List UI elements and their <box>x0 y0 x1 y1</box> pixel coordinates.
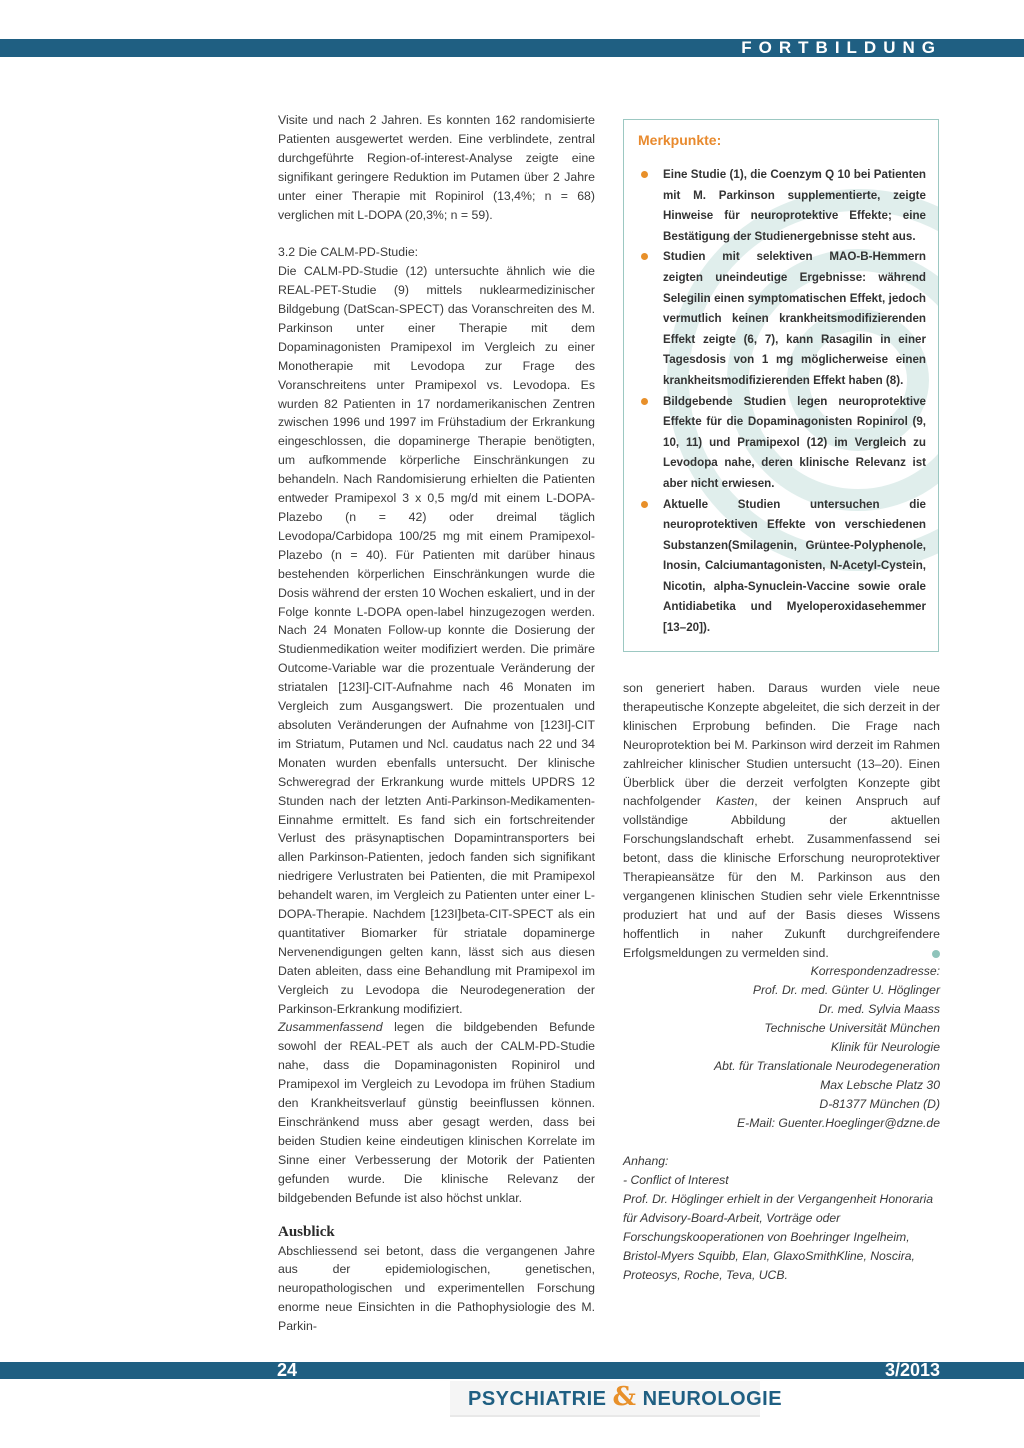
contact-line: Klinik für Neurologie <box>830 1040 940 1054</box>
box-title: Merkpunkte: <box>638 132 722 148</box>
contact-line: Prof. Dr. med. Günter U. Höglinger <box>752 983 940 997</box>
list-item: Eine Studie (1), die Coenzym Q 10 bei Patienten mit M. Parkinson supplementierte, zeigte Hinweise für neuroprotektive Effekte; eine Bestätigung der Studienergebnisse steht aus. <box>638 165 926 247</box>
list-item: Aktuelle Studien untersuchen die neuroprotektiven Effekte von verschiedenen Substanzen(Smilagenin, Grüntee-Polyphenole, Inosin, Calciumantagonisten, N-Acetyl-Cystein, Nicotin, alpha-Synuclein-Vaccine sowie orale Antidiabetika und Myeloperoxidasehemmer [13–20]). <box>638 495 926 639</box>
section-label: FORTBILDUNG <box>741 38 942 57</box>
bullet-icon <box>641 253 648 260</box>
appendix <box>623 1152 940 1285</box>
page-number: 24 <box>277 1360 298 1380</box>
list-item: Bildgebende Studien legen neuroprotektive Effekte für die Dopaminagonisten Ropinirol (9, 10, 11) und Pramipexol (12) im Vergleich zu Levodopa nahe, deren klinische Relevanz ist aber nicht erwiesen. <box>638 392 926 495</box>
key-points-list <box>638 165 926 639</box>
paragraph: Abschliessend sei betont, dass die vergangenen Jahre aus der epidemiologischen, genetischen, neuropathologischen und experimentellen Forschung enorme neue Einsichten in die Pathophysiologie des M. Parkin- <box>278 1243 595 1334</box>
appendix-label: Anhang: <box>623 1154 669 1168</box>
subheading: 3.2 Die CALM-PD-Studie: <box>278 245 419 260</box>
paragraph: son generiert haben. Daraus wurden viele neue therapeutische Konzepte abgeleitet, die sich derzeit in der klinischen Erprobung befinden. Die Frage nach Neuroprotektion bei M. Parkinson wird derzeit im Rahmen zahlreicher klinischer Studien untersucht (13–20). Einen Überblick über die derzeit verfolgten Konzepte gibt nachfolgender Kasten, der keinen Anspruch auf vollständige Abbildung der aktuellen Forschungslandschaft erhebt. Zusammenfassend sei betont, dass die klinische Erforschung neuroprotektiver Therapieansätze für den M. Parkinson aus den vergangenen klinischen Studien sehr viele Erkenntnisse produziert hat und auf der Basis dieses Wissens hoffentlich in naher Zukunft durchgreifendere Erfolgsmeldungen zu vermelden sind. <box>623 681 940 960</box>
paragraph <box>278 1018 595 1207</box>
key-points-box <box>623 119 939 652</box>
appendix-text: Prof. Dr. Höglinger erhielt in der Vergangenheit Honoraria für Advisory-Board-Arbeit, Vorträge oder Forschungskooperationen von Boehringer Ingelheim, Bristol-Myers Squibb, Elan, GlaxoSmithKline, Noscira, Proteosys, Roche, Teva, UCB. <box>623 1192 934 1282</box>
section-heading: Ausblick <box>278 1223 335 1240</box>
issue-number: 3/2013 <box>884 1360 940 1380</box>
contact-line: Dr. med. Sylvia Maass <box>818 1002 940 1016</box>
paragraph: Visite und nach 2 Jahren. Es konnten 162 randomisierte Patienten ausgewertet werden. Eine verblindete, zentral durchgeführte Region-of-interest-Analyse zeigte eine signifikant geringere Reduktion im Putamen über 2 Jahre unter einer Therapie mit Ropinirol (13,4%; n = 68) verglichen mit L-DOPA (20,3%; n = 59). <box>278 113 595 222</box>
list-item: Studien mit selektiven MAO-B-Hemmern zeigten uneindeutige Ergebnisse: während Selegilin einen symptomatischen Effekt, jedoch vermutlich keinen krankheitsmodifizierenden Effekt zeigte (6, 7), kann Rasagilin in einer Tagesdosis von 1 mg möglicherweise einen krankheitsmodifizierenden Effekt haben (8). <box>638 247 926 391</box>
journal-logo <box>450 1381 783 1417</box>
bullet-icon <box>641 501 648 508</box>
contact-email: E-Mail: Guenter.Hoeglinger@dzne.de <box>737 1116 940 1130</box>
paragraph: Die CALM-PD-Studie (12) untersuchte ähnlich wie die REAL-PET-Studie (9) mittels nuklearmedizinischer Bildgebung (DatScan-SPECT) das Voranschreiten des M. Parkinson unter einer Therapie mit dem Dopaminagonisten Pramipexol im Vergleich zu einer Monotherapie mit Levodopa zur Frage des Voranschreitens unter Pramipexol vs. Levodopa. Es wurden 82 Patienten in 17 nordamerikanischen Zentren zwischen 1996 und 1997 im Frühstadium der Erkrankung eingeschlossen, die dopaminerge Therapie benötigten, um aufkommende körperliche Einschränkungen zu behandeln. Nach Randomisierung erhielten die Patienten entweder Pramipexol 3 x 0,5 mg/d mit einem L-DOPA-Plazebo (n = 42) oder dreimal täglich Levodopa/Carbidopa 100/25 mg mit einem Pramipexol-Plazebo (n = 40). Für Patienten mit darüber hinaus bestehenden körperlichen Einschränkungen wurde die Dosis während der ersten 10 Wochen eskaliert, und in der Folge konnte L-DOPA open-label hinzugezogen werden. Nach 24 Monaten Follow-up konnte die Dosierung der Studienmedikation weiter modifiziert werden. Die primäre Outcome-Variable war die prozentuale Veränderung der striatalen [123I]-CIT-Aufnahme nach 46 Monaten im Vergleich zum Ausgangswert. Die prozentualen und absoluten Veränderungen der Aufnahme von [123I]-CIT im Striatum, Putamen und Ncl. caudatus nach 22 und 34 Monaten wurden ebenfalls untersucht. Der klinische Schweregrad der Erkrankung wurde mittels UPDRS 12 Stunden nach der letzten Anti-Parkinson-Medikamenten-Einnahme ermittelt. Es fand sich ein fortschreitender Verlust des präsynaptischen Dopamintransporters bei allen Parkinson-Patienten, jedoch fanden sich signifikant niedrigere Verlustraten bei Patienten, die mit Pramipexol behandelt waren, im Vergleich zu Patienten unter einer L-DOPA-Therapie. Nachdem [123I]beta-CIT-SPECT als ein quantitativer Biomarker für striatale dopaminerge Nervenendigungen gelten kann, lässt sich aus diesen Daten ableiten, dass eine Behandlung mit Pramipexol im Vergleich zu Levodopa die Neurodegeneration der Parkinson-Erkrankung modifiziert. <box>278 264 595 1016</box>
journal-ampersand: & <box>612 1382 637 1412</box>
correspondence-address <box>623 962 940 1133</box>
bullet-icon <box>641 398 648 405</box>
right-column <box>623 679 940 963</box>
contact-line: Abt. für Translationale Neurodegeneration <box>713 1059 940 1073</box>
end-mark-icon <box>932 950 940 958</box>
footer-bar <box>0 1362 1024 1379</box>
contact-line: Max Lebsche Platz 30 <box>820 1078 940 1092</box>
left-column <box>278 111 595 1336</box>
journal-name-part1: PSYCHIATRIE <box>468 1388 607 1410</box>
paragraph-text: legen die bildgebenden Befunde sowohl der REAL-PET als auch der CALM-PD-Studie nahe, dass die Dopaminagonisten Ropinirol und Pramipexol im Vergleich zu Levodopa im frühen Stadium den Krankheitsverlauf günstig beeinflussen können. Einschränkend muss aber gesagt werden, dass bei beiden Studien keine eindeutigen klinischen Korrelate im Sinne einer Verbesserung der Motorik der Patienten gefunden wurde. Die klinische Relevanz der bildgebenden Befunde ist also höchst unklar. <box>278 1020 595 1205</box>
contact-line: D-81377 München (D) <box>819 1097 940 1111</box>
appendix-coi: - Conflict of Interest <box>623 1173 729 1187</box>
contact-line: Technische Universität München <box>764 1021 940 1035</box>
emphasis-text: Kasten <box>715 794 755 809</box>
emphasis-text: Zusammenfassend <box>278 1020 383 1035</box>
bullet-icon <box>641 171 648 178</box>
journal-name-part2: NEUROLOGIE <box>642 1388 783 1410</box>
contact-label: Korrespondenzadresse: <box>810 964 940 978</box>
